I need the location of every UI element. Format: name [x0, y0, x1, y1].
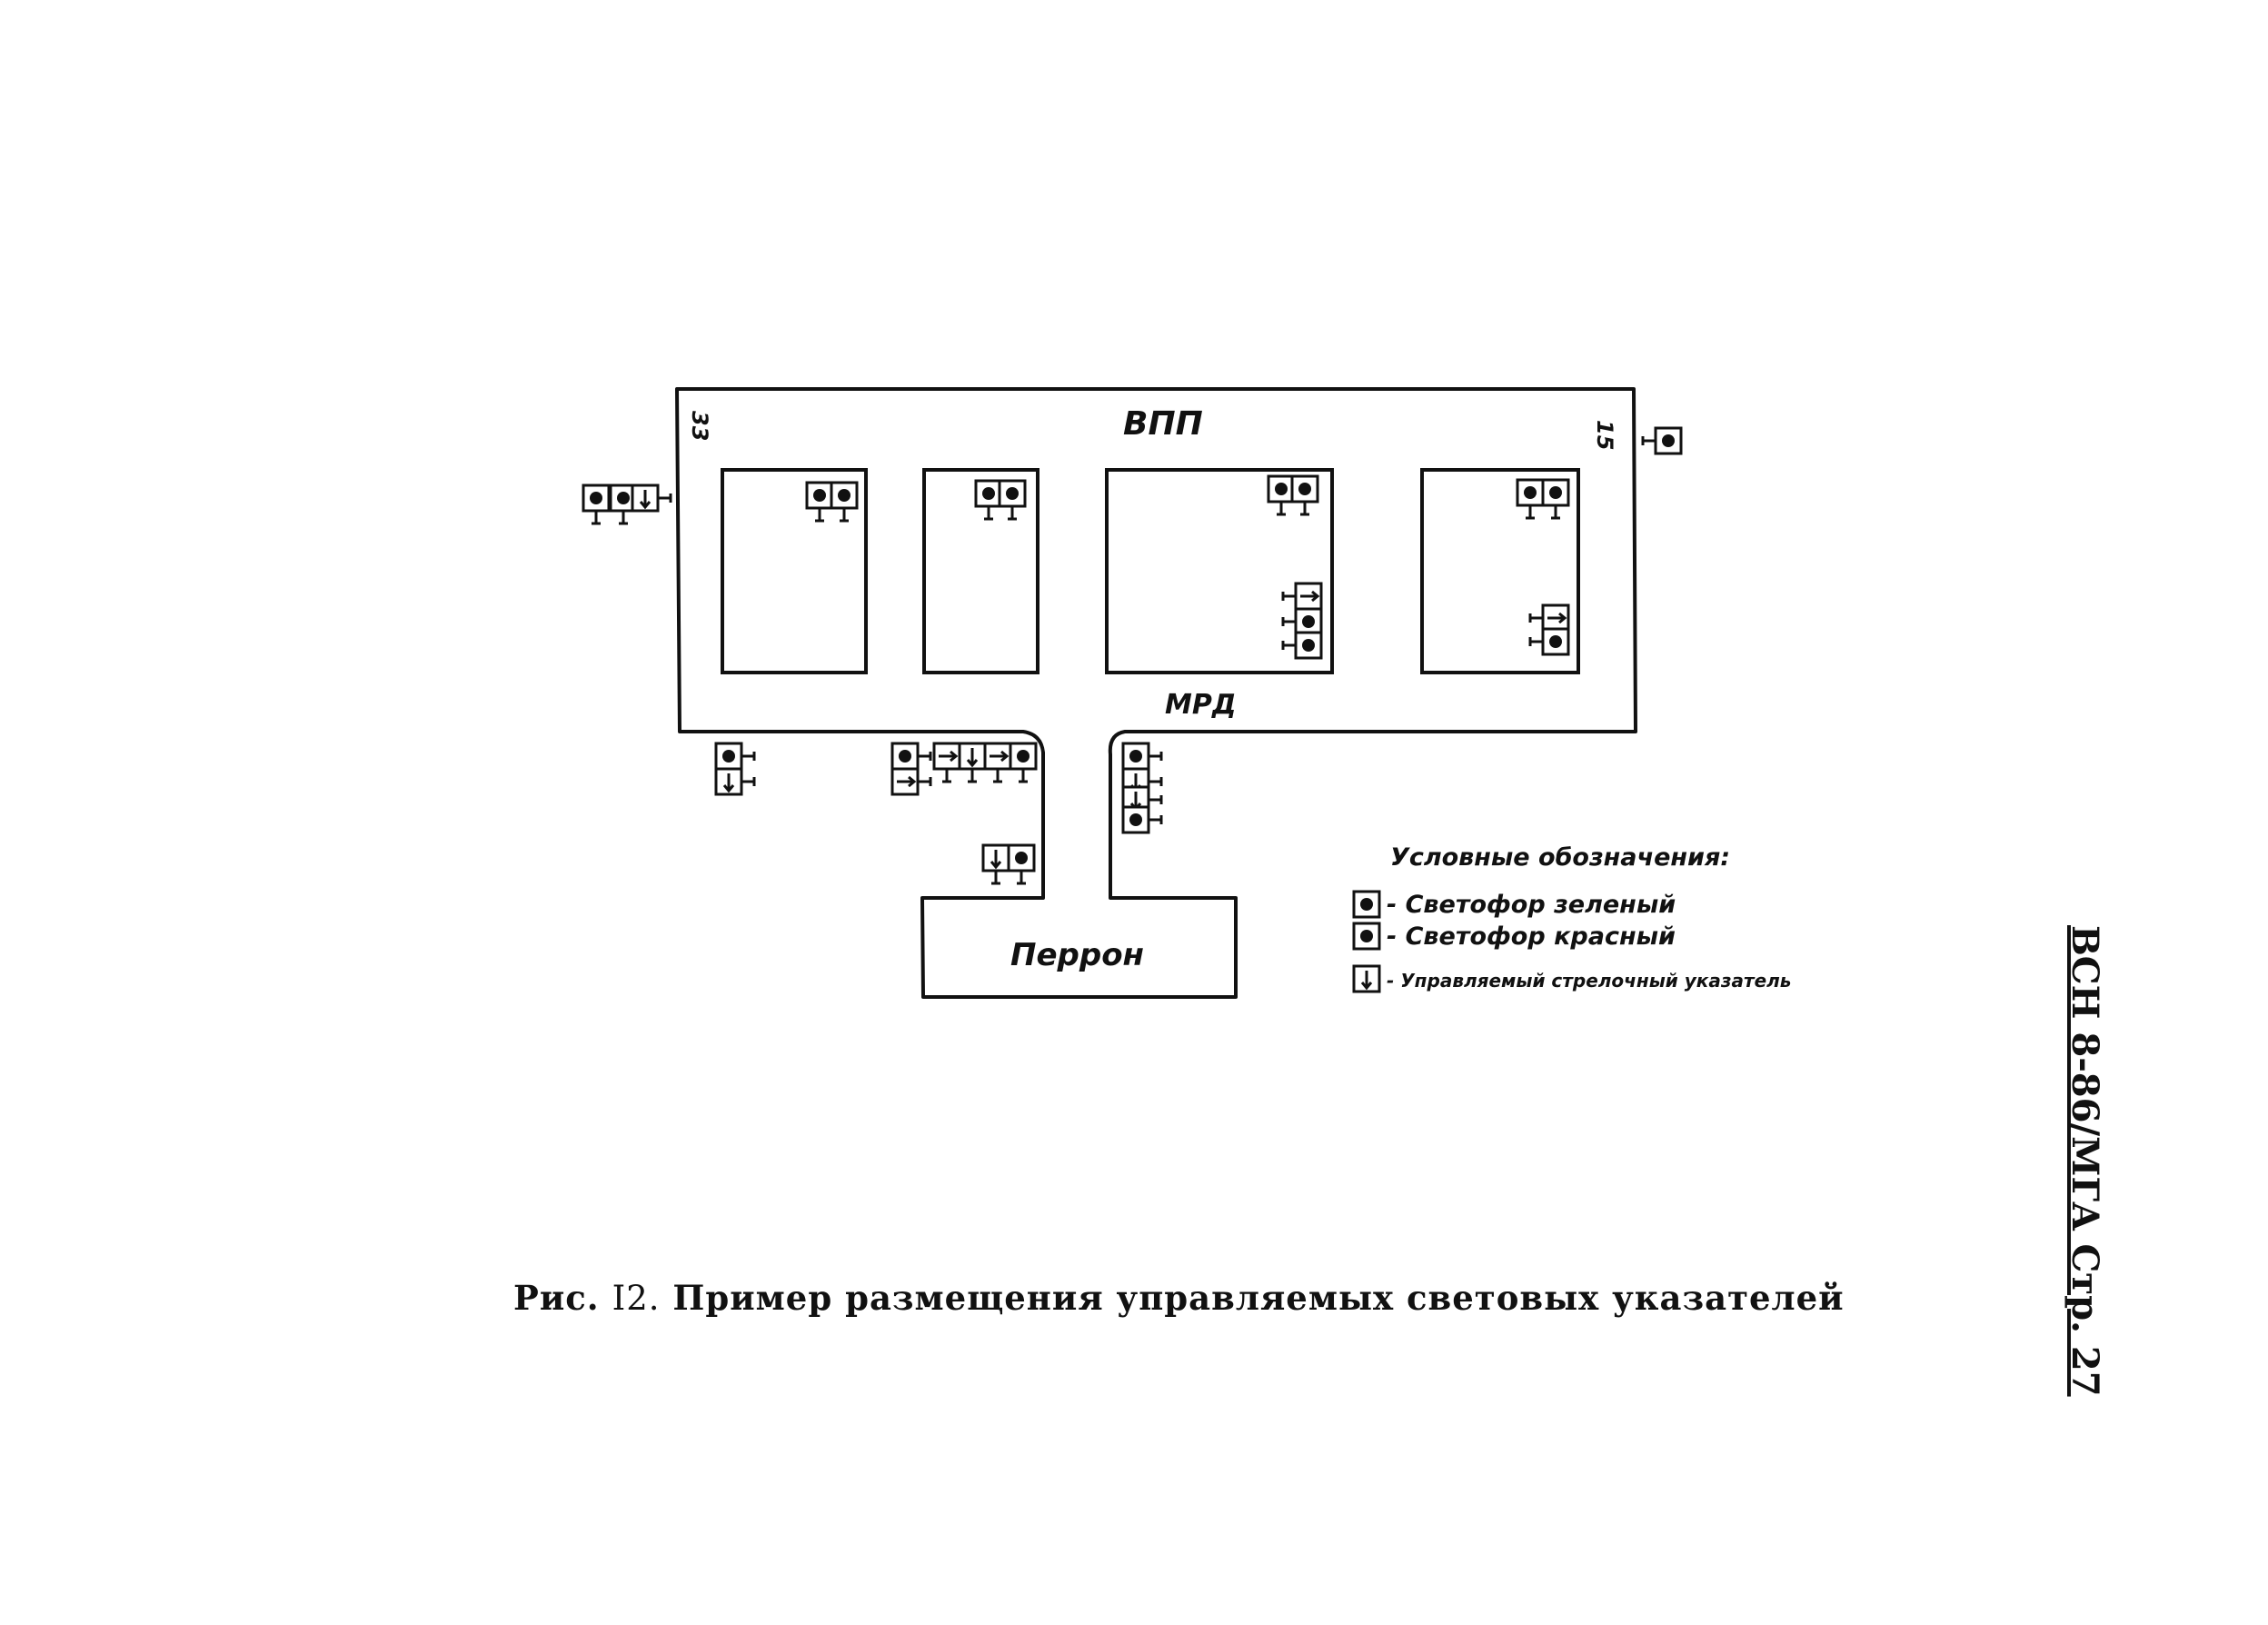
- signal-group-block-4-side: [1530, 605, 1568, 654]
- legend: [1354, 843, 1791, 992]
- signal-group-block-3-top: [1268, 476, 1318, 514]
- figure-caption: [513, 1278, 1845, 1318]
- signal-group-block-2: [976, 481, 1025, 519]
- apron-label: Перрон: [1010, 937, 1145, 973]
- red-signal-icon: [1354, 923, 1379, 949]
- caption-text: Пример размещения управляемых световых указателей: [672, 1278, 1845, 1318]
- page-number: ВСН 8-86/МГА Стр. 27: [2064, 925, 2106, 1397]
- signal-group-taxiway-left: [716, 743, 754, 794]
- signal-group-runway-left: [583, 485, 671, 523]
- runway-end-right-label: 15: [1592, 420, 1617, 451]
- legend-item-red: - Светофор красный: [1387, 922, 1676, 951]
- direction-indicator-icon: [1354, 966, 1379, 992]
- signal-group-block-3-side: [1283, 583, 1321, 658]
- taxiway-label: МРД: [1165, 689, 1237, 721]
- caption-prefix: Рис.: [513, 1278, 600, 1318]
- signal-group-connector-right: [1123, 743, 1161, 832]
- signal-group-runway-right: [1643, 428, 1681, 454]
- legend-title: Условные обозначения:: [1390, 843, 1731, 872]
- signal-group-block-4-top: [1517, 480, 1568, 518]
- runway-end-left-label: 33: [687, 411, 712, 442]
- green-signal-icon: [1354, 892, 1379, 917]
- signal-group-connector-left: [892, 743, 1036, 794]
- runway-label: ВПП: [1123, 405, 1203, 443]
- legend-item-indicator: - Управляемый стрелочный указатель: [1387, 970, 1792, 992]
- signal-group-connector-bottom: [983, 845, 1034, 883]
- signal-group-block-1: [807, 483, 857, 521]
- caption-number: I2.: [612, 1279, 661, 1318]
- legend-item-green: - Светофор зеленый: [1387, 891, 1676, 919]
